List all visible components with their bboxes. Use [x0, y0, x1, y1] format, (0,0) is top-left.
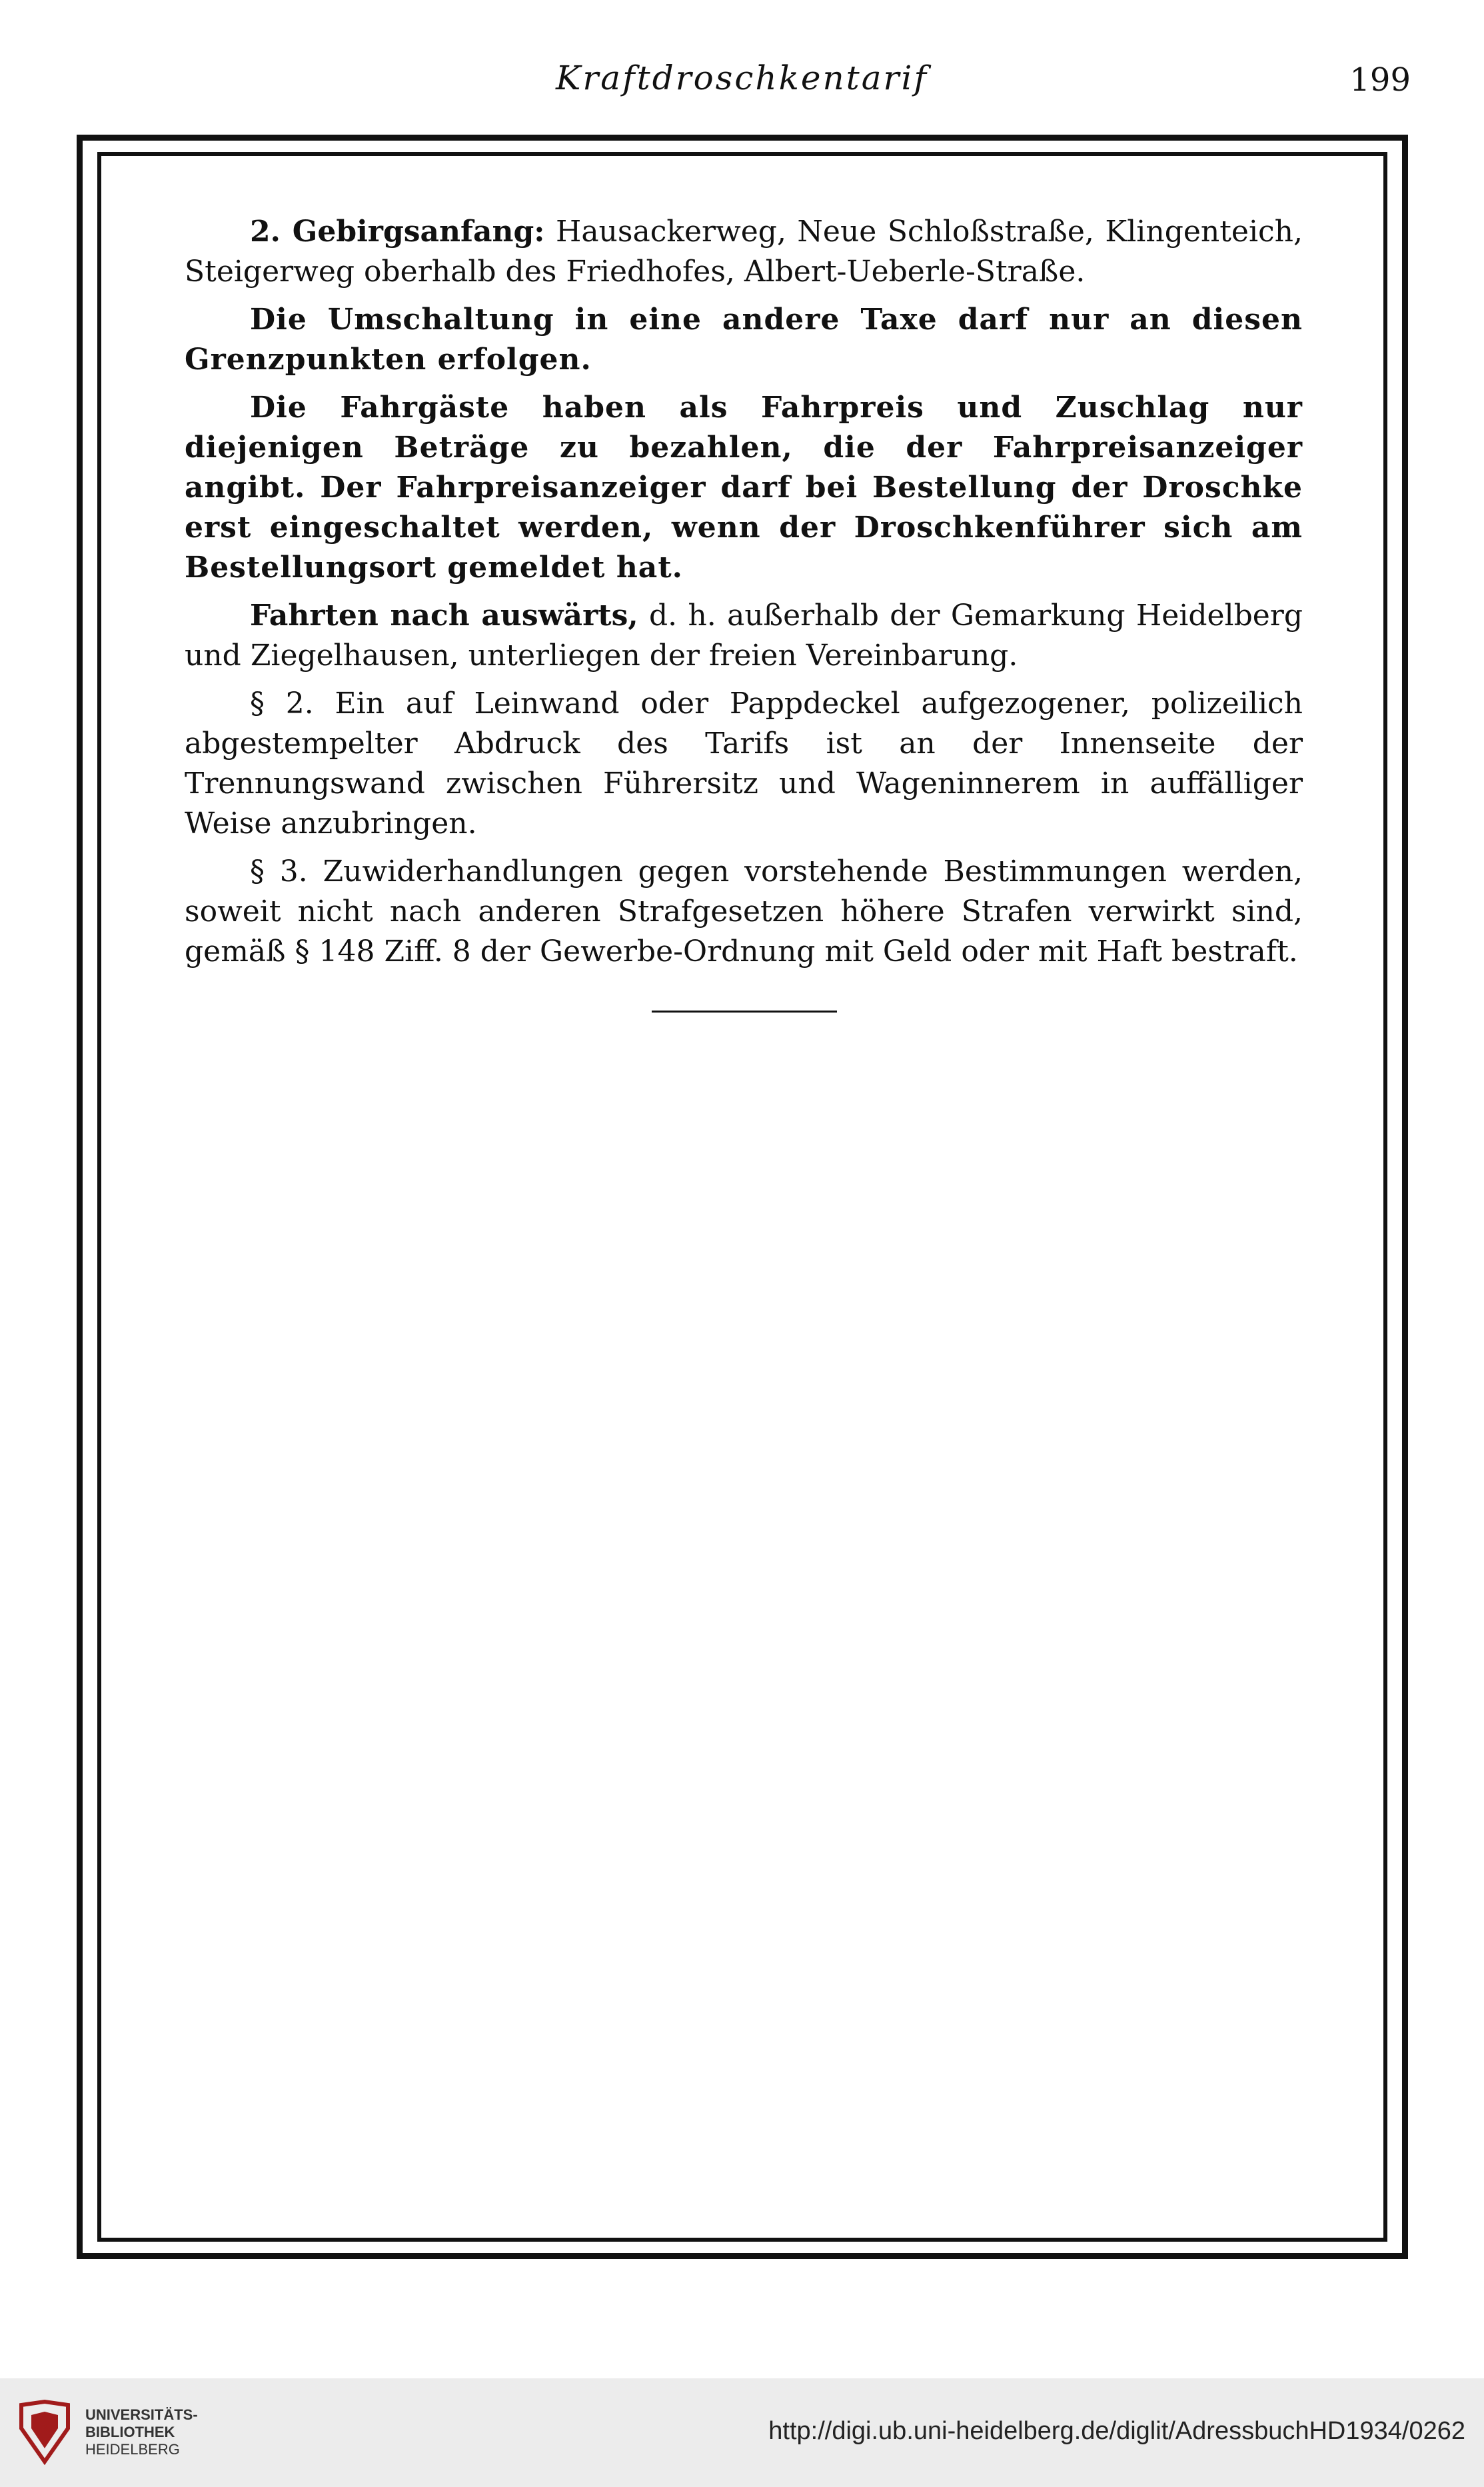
logo-line: HEIDELBERG: [85, 2441, 180, 2458]
paragraph-umschaltung: [185, 300, 1303, 380]
logo-line: UNIVERSITÄTS-: [85, 2406, 198, 2423]
page-number: 199: [1349, 61, 1411, 99]
paragraph-section-2: [185, 684, 1303, 844]
paragraph-gebirgsanfang: [185, 212, 1303, 292]
paragraph-body: § 3. Zuwiderhandlungen gegen vorstehende Bestimmungen werden, soweit nicht nach anderen Strafgesetzen höhere Strafen verwirkt sind, gemäß § 148 Ziff. 8 der Gewerbe-Ordnung mit Geld oder mit Haft bestraft.: [185, 855, 1303, 969]
logo-line: BIBLIOTHEK: [85, 2424, 175, 2440]
library-logo-icon: [15, 2398, 75, 2465]
paragraph-lead: Fahrten nach auswärts,: [250, 599, 638, 633]
paragraph-lead: 2. Gebirgsanfang:: [250, 215, 545, 249]
paragraph-body: Die Umschaltung in eine andere Taxe darf nur an diesen Grenzpunkten erfolgen.: [185, 303, 1303, 377]
paragraph-auswaerts: [185, 596, 1303, 676]
paragraph-body: Die Fahrgäste haben als Fahrpreis und Zuschlag nur diejenigen Beträge zu bezahlen, die der Fahrpreisanzeiger angibt. Der Fahrpreisanzeiger darf bei Bestellung der Droschke erst eingeschaltet werden, wenn der Droschkenführer sich am Bestellungsort gemeldet hat.: [185, 391, 1303, 585]
paragraph-body: d. h. außerhalb der Gemarkung Heidelberg und Ziegelhausen, unterliegen der freien Vereinbarung.: [185, 599, 1303, 673]
paragraph-fahrgaeste: [185, 388, 1303, 588]
paragraph-section-3: [185, 852, 1303, 972]
library-logo-text: [85, 2406, 198, 2458]
source-url-link[interactable]: http://digi.ub.uni-heidelberg.de/diglit/AdressbuchHD1934/0262: [768, 2417, 1465, 2445]
paragraph-body: § 2. Ein auf Leinwand oder Pappdeckel aufgezogener, polizeilich abgestempelter Abdruck des Tarifs ist an der Innenseite der Trennungswand zwischen Führersitz und Wageninnerem in auffälliger Weise anzubringen.: [185, 687, 1303, 841]
paragraph-body: Hausackerweg, Neue Schloßstraße, Klingenteich, Steigerweg oberhalb des Friedhofes, Albert-Ueberle-Straße.: [185, 215, 1303, 289]
running-header-title: Kraftdroschkentarif: [556, 59, 928, 97]
section-divider: [652, 1011, 837, 1013]
tariff-text: [185, 212, 1303, 980]
